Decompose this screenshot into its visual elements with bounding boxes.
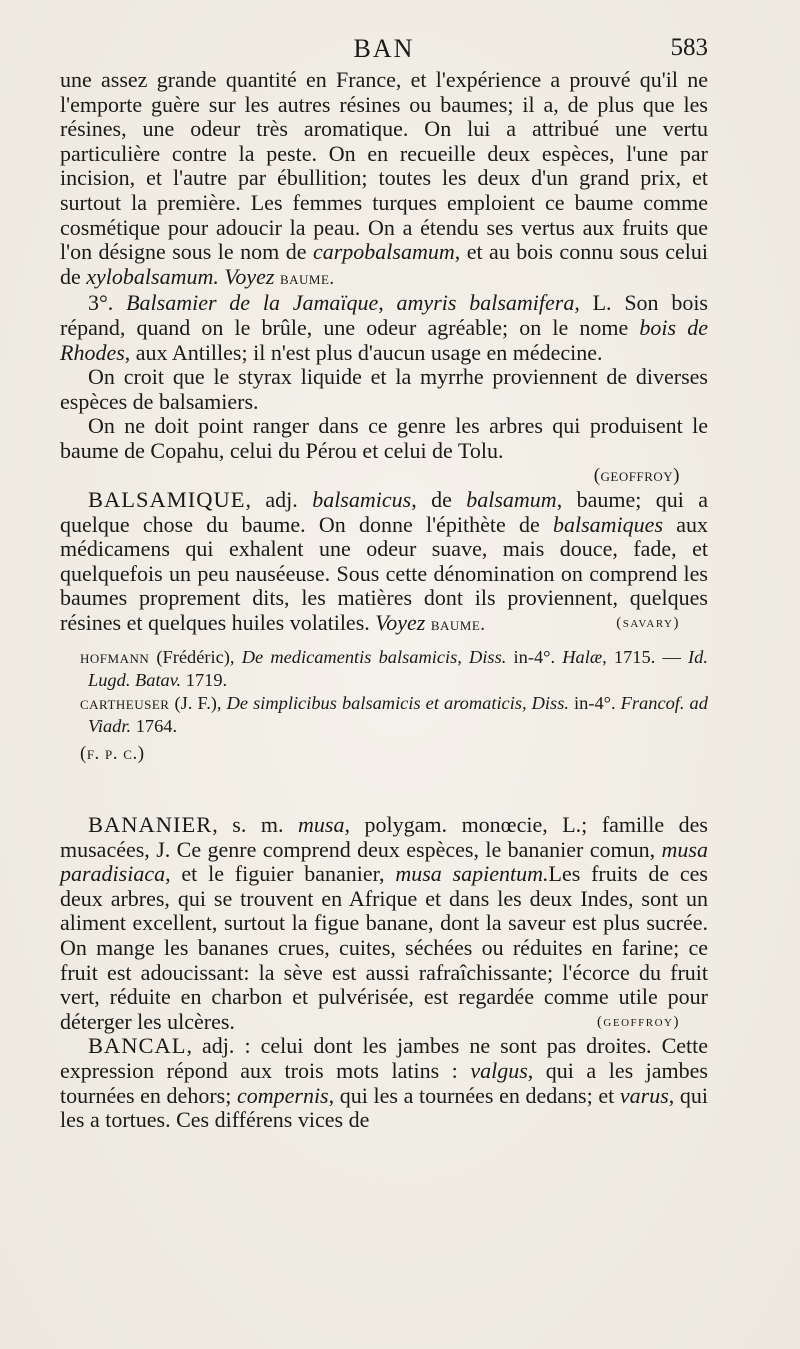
bibliography	[60, 646, 708, 767]
running-title: BAN	[353, 34, 415, 63]
running-head	[60, 34, 708, 66]
author-signature: (geoffroy)	[596, 1013, 680, 1030]
entry-balsamique: BALSAMIQUE, adj. balsamicus, de balsamum, baume; qui a quelque chose du baume. On donne l'épithète de balsamiques aux médicamens qui exhalent une odeur suave, mais douce, fade, et quelquefois un peu nauséeuse. Sous cette dénomination on comprend les baumes proprement dits, les matières dont ils proviennent, quelques résines et quelques huiles volatiles. Voyez baume. (savary)	[60, 487, 709, 636]
body-text	[60, 68, 708, 1133]
headword: BANANIER	[88, 812, 213, 838]
paragraph-balsamier-jamaique: 3°. Balsamier de la Jamaïque, amyris balsamifera, L. Son bois répand, quand on le brûle, une odeur agréable; on le nome bois de Rhodes, aux Antilles; il n'est plus d'aucun usage en médecine.	[60, 290, 708, 365]
bibliography-entry: hofmann (Frédéric), De medicamentis balsamicis, Diss. in-4°. Halæ, 1715. — Id. Lugd. Batav. 1719.	[80, 646, 708, 690]
author-signature: (f. p. c.)	[80, 743, 145, 765]
paragraph-baume-continued: une assez grande quantité en France, et l'expérience a prouvé qu'il ne l'emporte guère sur les autres résines ou baumes; il a, de plus que les résines, une odeur très aromatique. On lui a attribué une vertu particulière contre la peste. On en recueille deux espèces, l'une par incision, et l'autre par ébullition; toutes les deux d'un grand prix, et surtout la première. Les femmes turques emploient ce baume comme cosmétique pour adoucir la peau. On a étendu ses vertus aux fruits que l'on désigne sous le nom de carpobalsamum, et au bois connu sous celui de xylobalsamum. Voyez baume.	[60, 67, 709, 289]
headword: BALSAMIQUE	[88, 487, 246, 513]
author-signature: (geoffroy)	[593, 464, 680, 486]
entry-bananier: BANANIER, s. m. musa, polygam. monœcie, L.; famille des musacées, J. Ce genre comprend deux espèces, le bananier comun, musa paradisiaca, et le figuier bananier, musa sapientum.Les fruits de ces deux arbres, qui se trouvent en Afrique et dans les deux Indes, sont un aliment excellent, surtout la figue banane, dont la saveur est plus sucrée. On mange les bananes crues, cuites, séchées ou réduites en farine; ce fruit est adoucissant: la sève est aussi rafraîchissante; l'écorce du fruit vert, réduite en charbon et pulvérisée, est regardée comme utile pour déterger les ulcères. (geoffroy)	[60, 812, 708, 1034]
paragraph-copahu: On ne doit point ranger dans ce genre les arbres qui produisent le baume de Copahu, celui du Pérou et celui de Tolu.	[60, 413, 708, 463]
page-number: 583	[670, 34, 708, 61]
paragraph-styrax: On croit que le styrax liquide et la myrrhe proviennent de diverses espèces de balsamiers.	[60, 364, 708, 414]
bibliography-entry: cartheuser (J. F.), De simplicibus balsamicis et aromaticis, Diss. in-4°. Francof. ad Viadr. 1764.	[80, 693, 708, 737]
section-gap	[60, 767, 708, 813]
author-signature: (savary)	[616, 615, 680, 632]
headword: BANCAL	[88, 1033, 187, 1059]
entry-bancal: BANCAL, adj. : celui dont les jambes ne sont pas droites. Cette expression répond aux trois mots latins : valgus, qui a les jambes tournées en dehors; compernis, qui les a tournées en dedans; et varus, qui les a tortues. Ces différens vices de	[60, 1033, 709, 1133]
